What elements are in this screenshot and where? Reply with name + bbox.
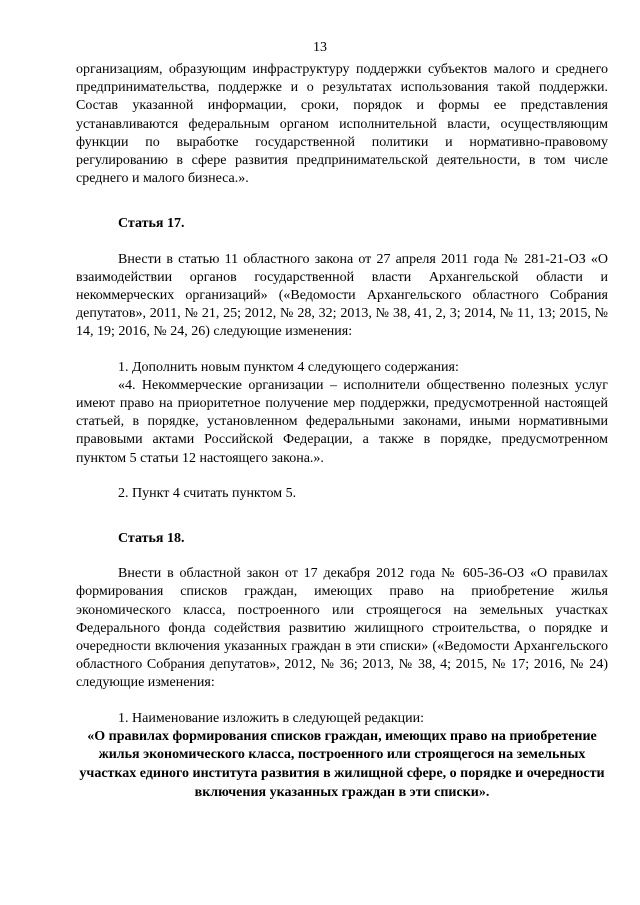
- article-17-intro: Внести в статью 11 областного закона от 27 апреля 2011 года № 281-21-ОЗ «О взаимодействии органов государственной власти Архангельской области и некоммерческих организаций» («Ведомости Архангельского областного Собрания депутатов», 2011, № 21, 25; 2012, № 28, 32; 2013, № 38, 41, 2, 3; 2014, № 11, 13; 2015, № 14, 19; 2016, № 24, 26) следующие изменения:: [76, 251, 608, 340]
- article-18-new-title: «О правилах формирования списков граждан, имеющих право на приобретение жилья экономического класса, построенного или строящегося на земельных участках единого института развития в жилищной сфере, о порядке и очередности включения указанных граждан в эти списки».: [79, 728, 605, 800]
- article-17-item-1-text: «4. Некоммерческие организации – исполнители общественно полезных услуг имеют право на приоритетное получение мер поддержки, предусмотренной настоящей статьей, в порядке, установленном федеральными законами, иными нормативными правовыми актами Российской Федерации, а также в порядке, предусмотренном пунктом 5 статьи 12 настоящего закона.».: [76, 377, 608, 466]
- article-17-item-1: 1. Дополнить новым пунктом 4 следующего содержания:: [118, 359, 459, 375]
- page-number: 13: [313, 40, 327, 55]
- article-18-heading: Статья 18.: [118, 531, 185, 547]
- article-18-item-1: 1. Наименование изложить в следующей редакции:: [118, 710, 424, 726]
- paragraph-continuation: организациям, образующим инфраструктуру поддержки субъектов малого и среднего предпринимательства, поддержке и о результатах использования такой поддержки. Состав указанной информации, сроки, порядок и формы ее представления устанавливаются федеральным органом исполнительной власти, осуществляющим функции по выработке государственной политики и нормативно-правовому регулированию в сфере развития предпринимательской деятельности, в том числе среднего и малого бизнеса.».: [76, 62, 608, 187]
- article-17-item-2: 2. Пункт 4 считать пунктом 5.: [118, 485, 297, 501]
- article-18-intro: Внести в областной закон от 17 декабря 2012 года № 605-36-ОЗ «О правилах формирования списков граждан, имеющих право на приобретение жилья экономического класса, построенного или строящегося на земельных участках Федерального фонда содействия развитию жилищного строительства, о порядке и очередности включения указанных граждан в эти списки» («Ведомости Архангельского областного Собрания депутатов», 2012, № 36; 2013, № 38, 4; 2015, № 17; 2016, № 24) следующие изменения:: [76, 566, 608, 691]
- document-body: [76, 61, 608, 802]
- article-17-heading: Статья 17.: [118, 216, 185, 232]
